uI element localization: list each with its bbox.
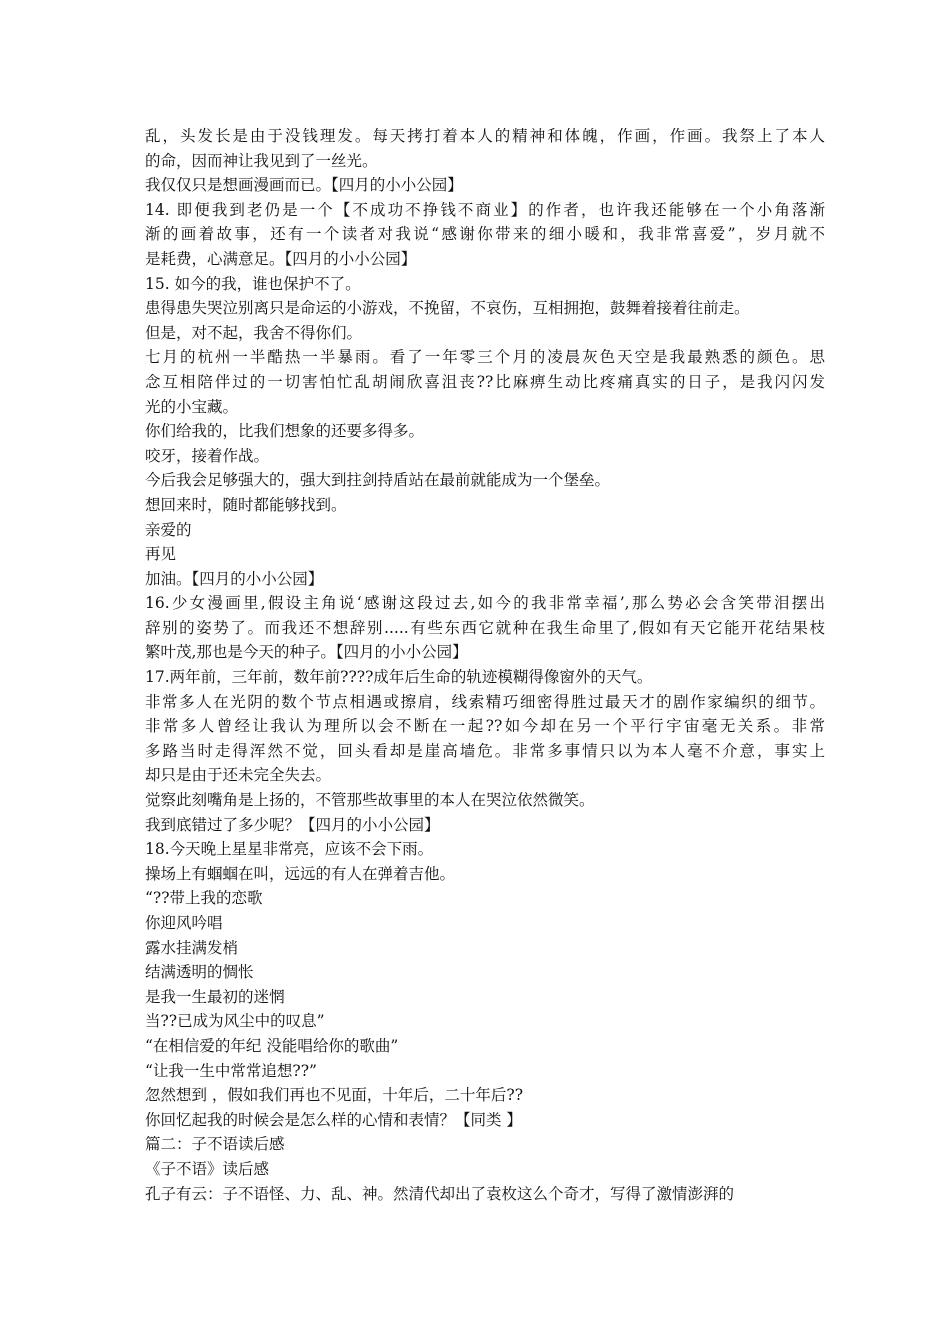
text-line: 患得患失哭泣别离只是命运的小游戏，不挽留，不哀伤，互相拥抱，鼓舞着接着往前走。 xyxy=(145,299,750,318)
text-line: 今后我会足够强大的，强大到拄剑持盾站在最前就能成为一个堡垒。 xyxy=(145,471,611,490)
text-line: 我到底错过了多少呢？【四月的小小公园】 xyxy=(145,815,440,834)
text-line: “在相信爱的年纪 没能唱给你的歌曲” xyxy=(145,1036,399,1055)
text-line: 17.两年前，三年前，数年前????成年后生命的轨迹模糊得像窗外的天气。 xyxy=(145,668,653,687)
text-line: 七月的杭州一半酷热一半暴雨。看了一年零三个月的凌晨灰色天空是我最熟悉的颜色。思 xyxy=(145,348,825,367)
text-line: 非常多人在光阴的数个节点相遇或擦肩，线索精巧细密得胜过最天才的剧作家编织的细节。 xyxy=(145,692,825,711)
text-line: 辞别的姿势了。而我还不想辞别.....有些东西它就种在我生命里了,假如有天它能开花结果枝 xyxy=(145,618,825,637)
text-line: 14. 即便我到老仍是一个【不成功不挣钱不商业】的作者，也许我还能够在一个小角落渐 xyxy=(145,200,825,219)
text-line: “??带上我的恋歌 xyxy=(145,889,263,908)
text-line: 渐的画着故事，还有一个读者对我说“感谢你带来的细小暖和，我非常喜爱”，岁月就不 xyxy=(145,225,825,244)
text-line: 你回忆起我的时候会是怎么样的心情和表情？【同类 】 xyxy=(145,1110,522,1129)
section-heading: 篇二：子不语读后感 xyxy=(145,1135,285,1154)
text-line: 加油。【四月的小小公园】 xyxy=(145,569,324,588)
text-line: 结满透明的惆怅 xyxy=(145,963,254,982)
text-line: 念互相陪伴过的一切害怕忙乱胡闹欣喜沮丧??比麻痹生动比疼痛真实的日子，是我闪闪发 xyxy=(145,372,825,391)
text-line: 16.少女漫画里,假设主角说‘感谢这段过去,如今的我非常幸福’,那么势必会含笑带泪摆出 xyxy=(145,594,825,613)
text-line: 却只是由于还未完全失去。 xyxy=(145,766,332,785)
document-body xyxy=(145,124,825,1206)
text-line: 是耗费，心满意足。【四月的小小公园】 xyxy=(145,249,417,268)
text-line: 再见 xyxy=(145,545,177,564)
text-line: 我仅仅只是想画漫画而已。【四月的小小公园】 xyxy=(145,176,463,195)
text-line: 你迎风吟唱 xyxy=(145,914,223,932)
text-line: 但是，对不起，我舍不得你们。 xyxy=(145,323,363,342)
text-line: 你们给我的，比我们想象的还要多得多。 xyxy=(145,422,425,441)
text-line: 当??已成为风尘中的叹息” xyxy=(145,1012,325,1031)
text-line: 乱，头发长是由于没钱理发。每天拷打着本人的精神和体魄，作画，作画。我祭上了本人 xyxy=(145,127,825,145)
text-line: 咬牙，接着作战。 xyxy=(145,446,270,465)
text-line: 18.今天晚上星星非常亮，应该不会下雨。 xyxy=(145,840,434,859)
text-line: 想回来时，随时都能够找到。 xyxy=(145,495,347,514)
text-line: 光的小宝藏。 xyxy=(145,397,239,416)
text-line: 亲爱的 xyxy=(145,520,192,539)
text-line: 繁叶茂,那也是今天的种子。【四月的小小公园】 xyxy=(145,643,468,662)
text-line: 《子不语》读后感 xyxy=(145,1159,270,1178)
text-line: 孔子有云：子不语怪、力、乱、神。然清代却出了袁枚这么个奇才，写得了激情澎湃的 xyxy=(145,1184,735,1203)
text-line: 多路当时走得浑然不觉，回头看却是崖高墙危。非常多事情只以为本人毫不介意，事实上 xyxy=(145,741,825,760)
text-line: 露水挂满发梢 xyxy=(145,938,239,957)
text-line: 是我一生最初的迷惘 xyxy=(145,987,285,1006)
text-line: 的命，因而神让我见到了一丝光。 xyxy=(145,151,378,170)
text-line: 操场上有蝈蝈在叫，远远的有人在弹着吉他。 xyxy=(145,864,456,883)
text-line: 非常多人曾经让我认为理所以会不断在一起??如今却在另一个平行宇宙毫无关系。非常 xyxy=(145,717,825,736)
text-line: 15. 如今的我，谁也保护不了。 xyxy=(145,274,361,293)
text-line: “让我一生中常常追想??” xyxy=(145,1061,317,1080)
text-line: 忽然想到 ，假如我们再也不见面，十年后，二十年后?? xyxy=(145,1086,524,1105)
text-line: 觉察此刻嘴角是上扬的，不管那些故事里的本人在哭泣依然微笑。 xyxy=(145,791,595,810)
